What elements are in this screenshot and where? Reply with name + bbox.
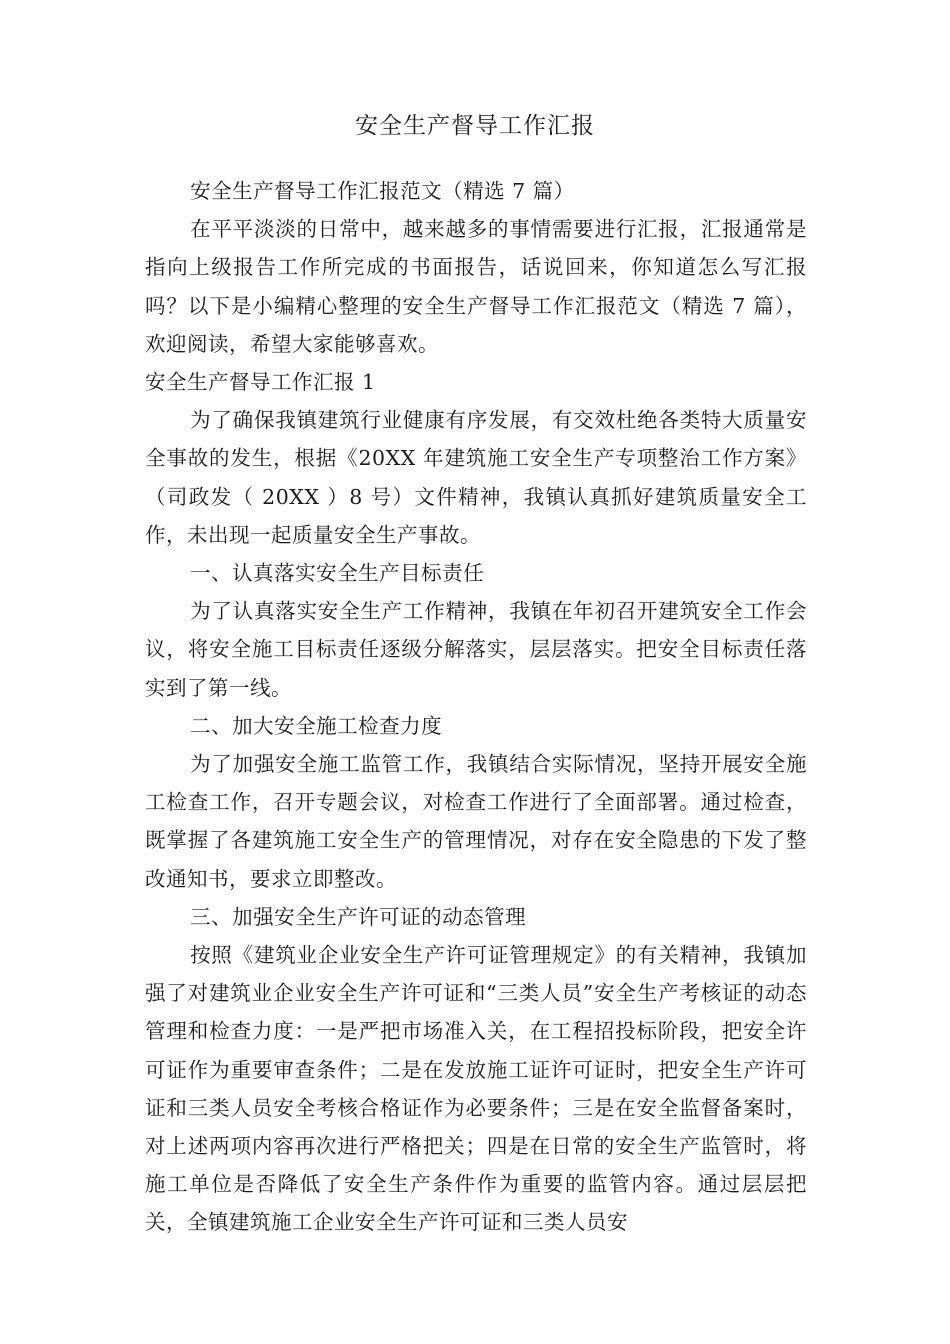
- subtitle-paragraph: 安全生产督导工作汇报范文（精选 7 篇）: [190, 179, 575, 203]
- heading-one-paragraph: 为了认真落实安全生产工作精神，我镇在年初召开建筑安全工作会议，将安全施工目标责任逐级分解落实，层层落实。把安全目标责任落实到了第一线。: [145, 599, 807, 700]
- document-title: 安全生产督导工作汇报: [355, 113, 595, 139]
- intro-paragraph: 在平平淡淡的日常中，越来越多的事情需要进行汇报，汇报通常是指向上级报告工作所完成的书面报告，话说回来，你知道怎么写汇报吗？以下是小编精心整理的安全生产督导工作汇报范文（精选 7 篇），欢迎阅读，希望大家能够喜欢。: [145, 217, 807, 356]
- heading-two: 二、加大安全施工检查力度: [190, 713, 443, 738]
- heading-three: 三、加强安全生产许可证的动态管理: [190, 904, 527, 929]
- heading-two-paragraph: 为了加强安全施工监管工作，我镇结合实际情况，坚持开展安全施工检查工作，召开专题会议，对检查工作进行了全面部署。通过检查，既掌握了各建筑施工安全生产的管理情况，对存在安全隐患的下发了整改通知书，要求立即整改。: [145, 752, 807, 891]
- heading-one: 一、认真落实安全生产目标责任: [190, 561, 485, 586]
- section-heading-report-1: 安全生产督导工作汇报 1: [145, 370, 376, 395]
- document-body: [145, 172, 807, 1242]
- heading-three-paragraph: 按照《建筑业企业安全生产许可证管理规定》的有关精神，我镇加强了对建筑业企业安全生产许可证和“三类人员”安全生产考核证的动态管理和检查力度：一是严把市场准入关，在工程招投标阶段，把安全许可证作为重要审查条件；二是在发放施工证许可证时，把安全生产许可证和三类人员安全考核合格证作为必要条件；三是在安全监督备案时，对上述两项内容再次进行严格把关；四是在日常的安全生产监管时，将施工单位是否降低了安全生产条件作为重要的监管内容。通过层层把关，全镇建筑施工企业安全生产许可证和三类人员安: [145, 943, 807, 1235]
- report-1-paragraph: 为了确保我镇建筑行业健康有序发展，有交效杜绝各类特大质量安全事故的发生，根据《20XX 年建筑施工安全生产专项整治工作方案》（司政发（ 20XX ）8 号）文件精神，我镇认真抓好建筑质量安全工作，未出现一起质量安全生产事故。: [145, 408, 807, 547]
